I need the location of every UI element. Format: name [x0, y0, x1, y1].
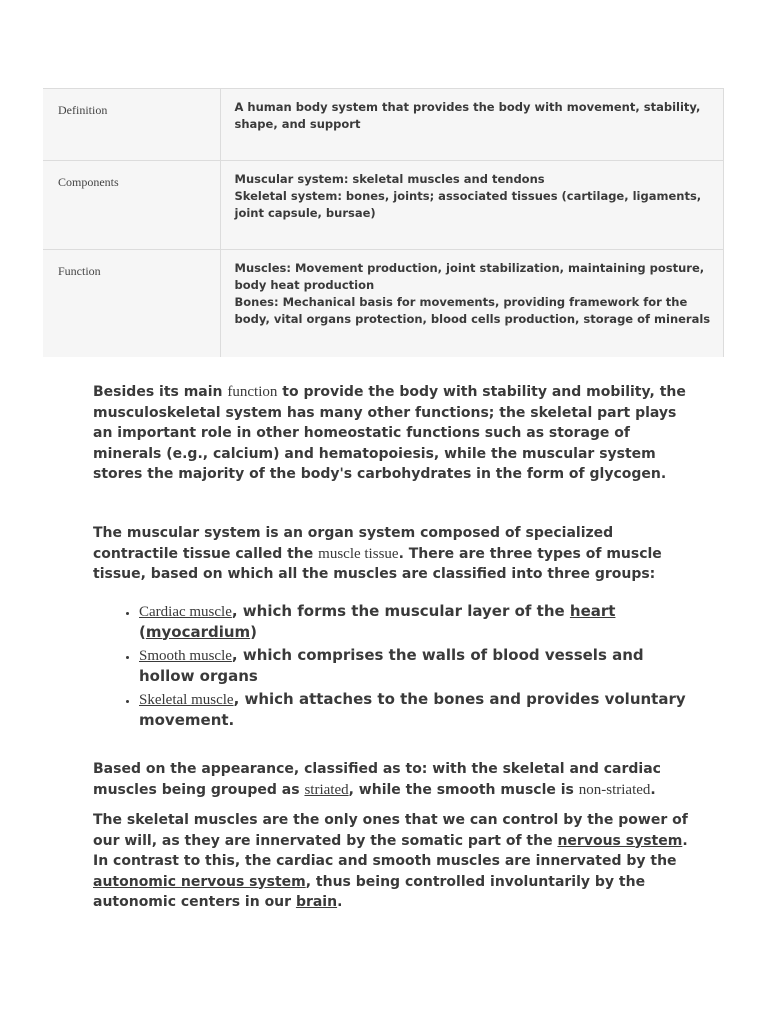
- paragraph-functions: Besides its main function to provide the body with stability and mobility, the musculoskeletal system has many other functions; the skeletal part plays an important role in other homeostatic functions such as storage of minerals (e.g., calcium) and hematopoiesis, while the muscular system stores the majority of the body's carbohydrates in the form of glycogen.: [93, 384, 686, 482]
- list-item: • Smooth muscle, which comprises the walls of blood vessels and hollow organs: [139, 646, 693, 686]
- skeletal-muscle-link[interactable]: Skeletal muscle: [139, 692, 234, 708]
- nervous-system-link[interactable]: nervous system: [557, 832, 683, 849]
- myocardium-link[interactable]: myocardium: [145, 622, 251, 641]
- function-muscles: Muscles: Movement production, joint stabilization, maintaining posture, body heat production: [234, 261, 705, 292]
- summary-table: [43, 88, 724, 357]
- table-row: [43, 161, 724, 250]
- list-item: • Cardiac muscle, which forms the muscular layer of the heart (myocardium): [139, 602, 693, 642]
- row-label-definition: Definition: [43, 89, 220, 161]
- function-bones: Bones: Mechanical basis for movements, providing framework for the body, vital organs protection, blood cells production, storage of minerals: [234, 295, 711, 326]
- table-row: [43, 89, 724, 161]
- term-muscle-tissue: muscle tissue: [318, 545, 399, 562]
- striated-link[interactable]: striated: [304, 781, 349, 798]
- paragraph-muscular-system: The muscular system is an organ system composed of specialized contractile tissue called the muscle tissue. There are three types of muscle tissue, based on which all the muscles are classified into three groups:: [93, 525, 662, 582]
- row-label-function: Function: [43, 250, 220, 357]
- paragraph-innervation: The skeletal muscles are the only ones that we can control by the power of our will, as they are innervated by the somatic part of the nervous system. In contrast to this, the cardiac and smooth muscles are innervated by the autonomic nervous system, thus being controlled involuntarily by the autonomic centers in our brain.: [93, 812, 688, 910]
- list-item: • Skeletal muscle, which attaches to the bones and provides voluntary movement.: [139, 690, 693, 730]
- autonomic-nervous-system-link[interactable]: autonomic nervous system: [93, 873, 306, 890]
- term-non-striated: non-striated: [578, 781, 651, 798]
- muscle-types-list: [93, 602, 693, 734]
- brain-link[interactable]: brain: [295, 894, 338, 910]
- components-muscular: Muscular system: skeletal muscles and tendons: [234, 172, 545, 186]
- row-value-components: [220, 161, 724, 250]
- heart-link[interactable]: heart: [569, 602, 616, 620]
- cardiac-muscle-link[interactable]: Cardiac muscle: [139, 604, 232, 620]
- row-value-function: [220, 250, 724, 357]
- paragraph-appearance: Based on the appearance, classified as to: with the skeletal and cardiac muscles being grouped as striated, while the smooth muscle is non-striated.: [93, 761, 661, 798]
- row-value-definition: A human body system that provides the body with movement, stability, shape, and support: [220, 89, 724, 161]
- term-function: function: [227, 384, 278, 400]
- components-skeletal: Skeletal system: bones, joints; associated tissues (cartilage, ligaments, joint capsule, bursae): [234, 189, 702, 220]
- smooth-muscle-link[interactable]: Smooth muscle: [139, 648, 232, 664]
- row-label-components: Components: [43, 161, 220, 250]
- table-row: [43, 250, 724, 357]
